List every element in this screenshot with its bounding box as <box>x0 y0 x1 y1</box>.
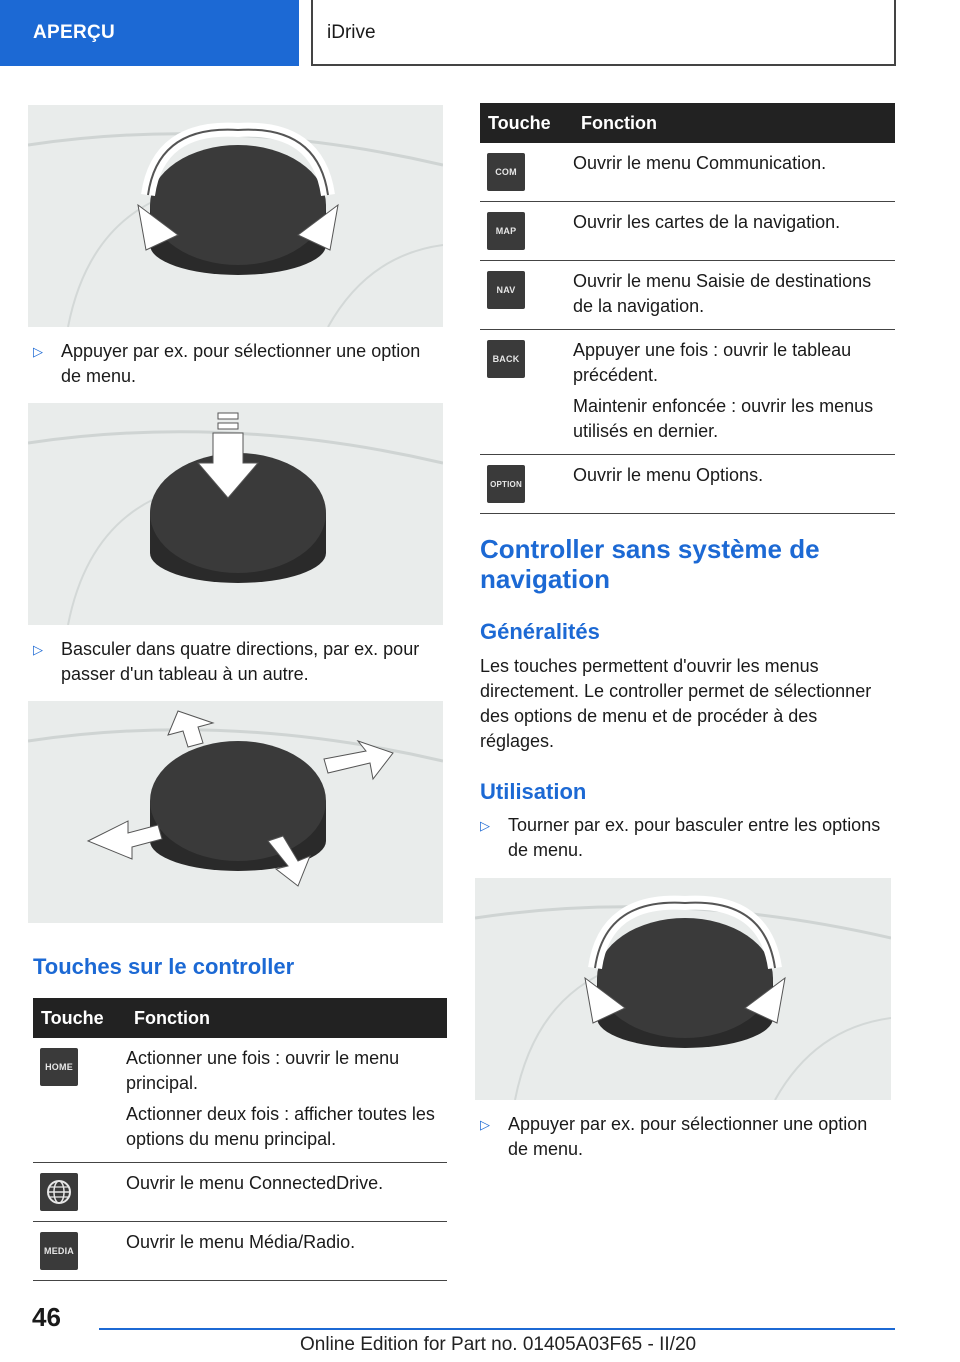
subheading-usage: Utilisation <box>480 779 587 804</box>
option-key-icon: OPTION <box>487 465 525 503</box>
bullet-triangle-icon: ▷ <box>33 344 43 359</box>
bullet-triangle-icon: ▷ <box>33 642 43 657</box>
table-row: BACK Appuyer une fois : ouvrir le tableau précédent. Maintenir enfoncée : ouvrir les menus utilisés en dernier. <box>480 330 895 455</box>
column-header-key: Touche <box>33 998 126 1038</box>
right-key-table <box>480 103 895 514</box>
controller-press-illustration <box>28 403 443 625</box>
bullet-triangle-icon: ▷ <box>480 1117 490 1132</box>
table-row: NAV Ouvrir le menu Saisie de destinations de la navigation. <box>480 261 895 330</box>
chapter-title: iDrive <box>311 0 896 66</box>
bullet-tilt: ▷ Basculer dans quatre directions, par ex. pour passer d'un tableau à un autre. <box>33 639 420 684</box>
section-tab: APERÇU <box>0 0 299 66</box>
controller-rotate-illustration <box>28 105 443 327</box>
table-row: Ouvrir le menu ConnectedDrive. <box>33 1163 447 1222</box>
media-key-icon: MEDIA <box>40 1232 78 1270</box>
controller-tilt-illustration <box>28 701 443 923</box>
page-header <box>0 0 960 66</box>
column-header-function: Fonction <box>573 103 895 143</box>
table-row: MEDIA Ouvrir le menu Média/Radio. <box>33 1222 447 1281</box>
subheading-general: Généralités <box>480 619 600 644</box>
column-header-function: Fonction <box>126 998 447 1038</box>
bullet-press: ▷ Appuyer par ex. pour sélectionner une option de menu. <box>33 341 421 386</box>
back-key-icon: BACK <box>487 340 525 378</box>
left-key-table <box>33 998 447 1281</box>
general-paragraph: Les touches permettent d'ouvrir les menus directement. Le controller permet de sélectionner des options de menu et de procéder à des réglages. <box>480 656 872 751</box>
map-key-icon: MAP <box>487 212 525 250</box>
section-heading-keys: Touches sur le controller <box>33 954 295 979</box>
table-row: MAP Ouvrir les cartes de la navigation. <box>480 202 895 261</box>
bullet-triangle-icon: ▷ <box>480 818 490 833</box>
table-header-row <box>480 103 895 143</box>
com-key-icon: COM <box>487 153 525 191</box>
section-heading-no-nav: Controller sans système de navigation <box>480 534 820 594</box>
edition-note: Online Edition for Part no. 01405A03F65 - II/20 <box>300 1334 697 1355</box>
footer-divider <box>99 1328 895 1330</box>
table-row: HOME Actionner une fois : ouvrir le menu principal. Actionner deux fois : afficher toutes les options du menu principal. <box>33 1038 447 1163</box>
bullet-turn: ▷ Tourner par ex. pour basculer entre les options de menu. <box>480 815 881 860</box>
table-row: OPTION Ouvrir le menu Options. <box>480 455 895 514</box>
globe-icon <box>40 1173 78 1211</box>
column-header-key: Touche <box>480 103 573 143</box>
bullet-press-2: ▷ Appuyer par ex. pour sélectionner une option de menu. <box>480 1114 868 1159</box>
nav-key-icon: NAV <box>487 271 525 309</box>
table-row: COM Ouvrir le menu Communication. <box>480 143 895 202</box>
home-key-icon: HOME <box>40 1048 78 1086</box>
controller-rotate-illustration-2 <box>475 878 891 1100</box>
page-number: 46 <box>32 1302 61 1332</box>
table-header-row <box>33 998 447 1038</box>
